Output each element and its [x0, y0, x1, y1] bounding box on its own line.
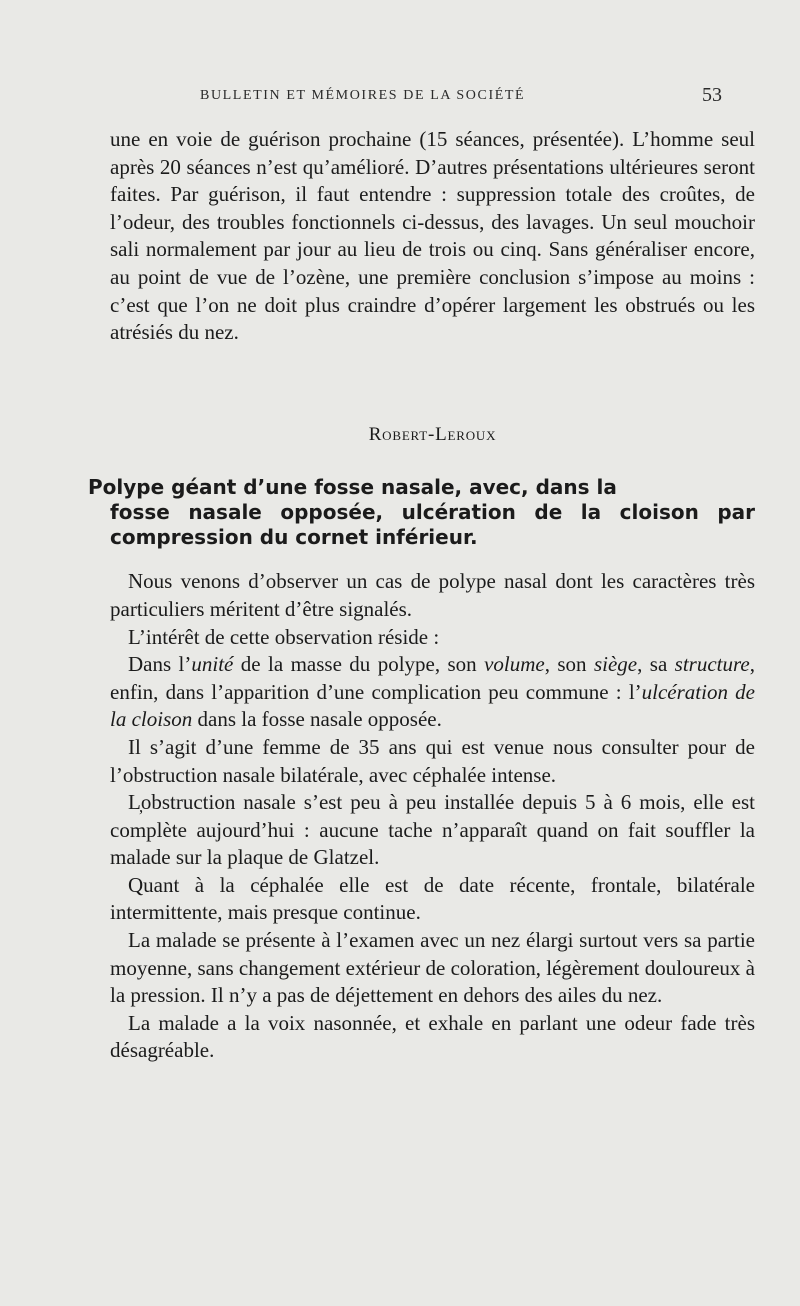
text-run: , son: [544, 652, 594, 677]
paragraph-headache: Quant à la céphalée elle est de date récente, frontale, bilatérale intermittente, mais presque continue.: [110, 872, 755, 925]
text-run: Dans l’: [128, 652, 192, 677]
paragraph-patient: Il s’agit d’une femme de 35 ans qui est venue nous consulter pour de l’obstruction nasale bilatérale, avec céphalée intense.: [110, 734, 755, 787]
article-author: Robert-Leroux: [368, 423, 497, 445]
text-run: dans la fosse nasale opposée.: [192, 707, 442, 732]
paragraph-features: [110, 651, 755, 734]
italic-term-structure: structure: [674, 652, 750, 677]
paragraph-voice: La malade a la voix nasonnée, et exhale en parlant une odeur fade très désagréable.: [110, 1010, 755, 1063]
article-title: [88, 475, 755, 550]
page-number: 53: [702, 84, 722, 106]
page-body: [88, 126, 755, 1065]
paragraph-continuation: une en voie de guérison prochaine (15 séances, présentée). L’homme seul après 20 séances n’est qu’amélioré. D’autres présentations ultérieures seront faites. Par guérison, il faut entendre : suppression totale des croûtes, de l’odeur, des troubles fonctionnels ci-dessus, des lavages. Un seul mouchoir sali normalement par jour au lieu de trois ou cinq. Sans généraliser encore, au point de vue de l’ozène, une première conclusion s’impose au moins : c’est que l’on ne doit plus craindre d’opérer largement les obstrués ou les atrésiés du nez.: [110, 127, 755, 345]
running-head: BULLETIN ET MÉMOIRES DE LA SOCIÉTÉ: [200, 88, 526, 103]
article-title-line1: Polype géant d’une fosse nasale, avec, dans la: [88, 475, 617, 500]
text-run: de la masse du polype, son: [233, 652, 485, 677]
text-run: , sa: [637, 652, 675, 677]
paragraph-exam: La malade se présente à l’examen avec un nez élargi surtout vers sa partie moyenne, sans changement extérieur de coloration, légèrement douloureux à la pression. Il n’y a pas de déjettement en dehors des ailes du nez.: [110, 928, 755, 1008]
paragraph-intro: Nous venons d’observer un cas de polype nasal dont les caractères très particuliers méritent d’être signalés.: [110, 569, 755, 621]
text-run: , enfin, dans l’apparition d’une complication peu commune : l’: [110, 652, 755, 704]
italic-term-unite: unité: [191, 652, 234, 677]
italic-term-volume: volume: [484, 652, 545, 677]
paragraph-obstruction: L̦obstruction nasale s’est peu à peu installée depuis 5 à 6 mois, elle est complète aujourd’hui : aucune tache n’apparaît quand on fait souffler la malade sur la plaque de Glatzel.: [110, 790, 755, 870]
paragraph-interest: L’intérêt de cette observation réside :: [128, 624, 440, 649]
italic-term-ulceration: ulcération de la cloison: [110, 679, 755, 732]
italic-term-siege: siège: [593, 652, 638, 677]
article-title-rest: fosse nasale opposée, ulcération de la cloison par compression du cornet inférieur.: [110, 500, 755, 550]
